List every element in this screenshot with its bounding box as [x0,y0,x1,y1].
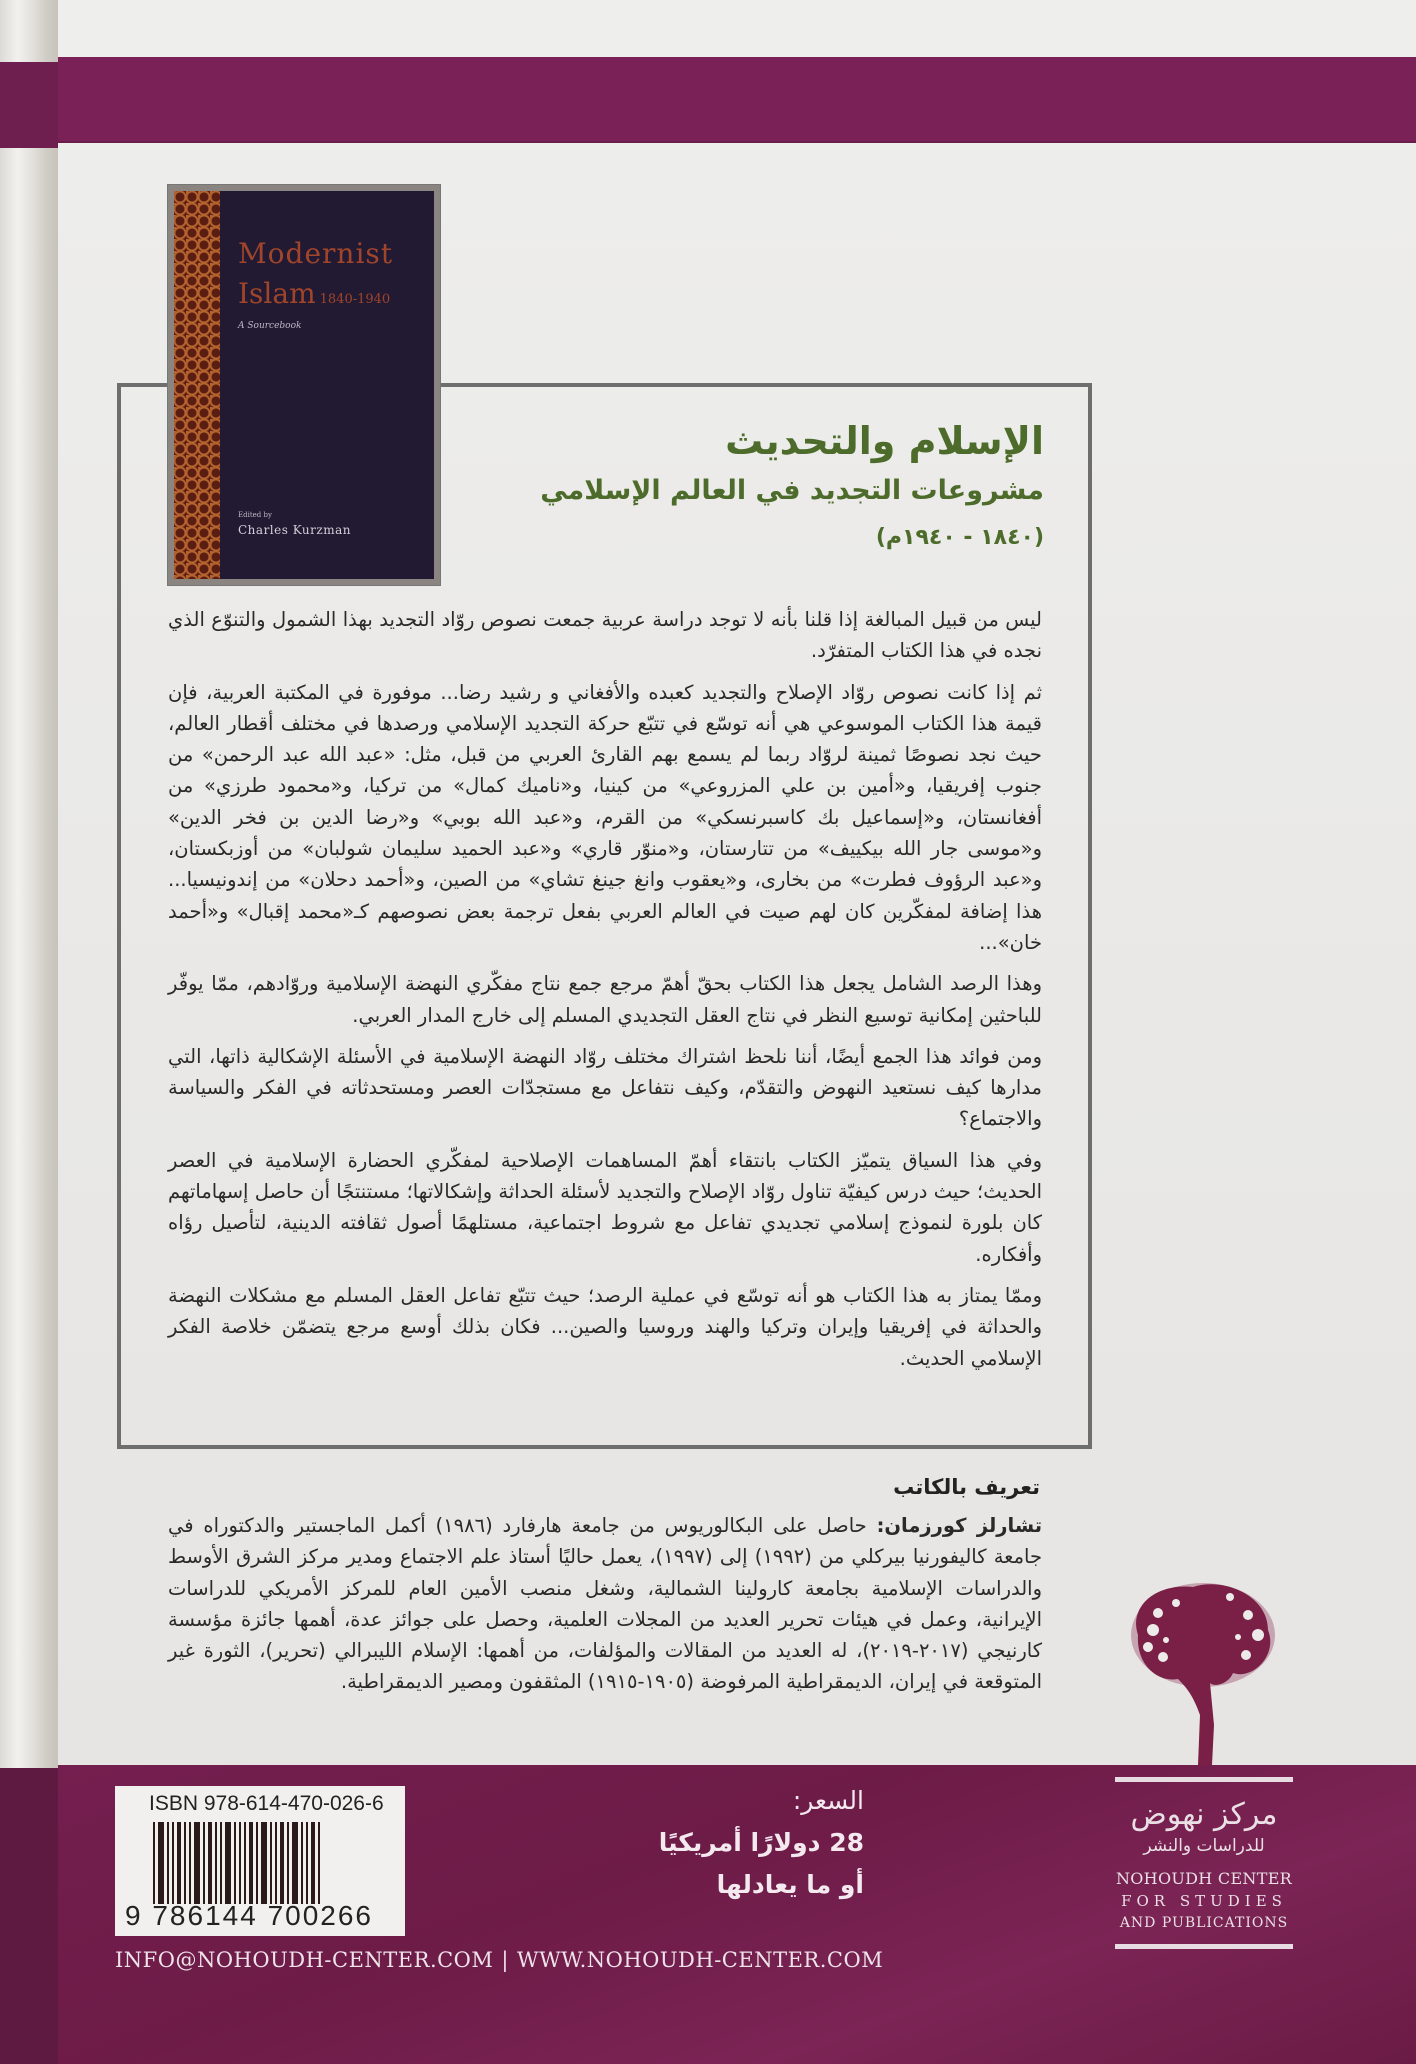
publisher-name-en-3: AND PUBLICATIONS [1119,1915,1289,1931]
description-paragraph: ليس من قبيل المبالغة إذا قلنا بأنه لا توجد دراسة عربية جمعت نصوص روّاد التجديد بهذا الشمول والتنوّع الذي نجده في هذا الكتاب المتفرّد. [168,608,1042,663]
author-name: تشارلز كورزمان: [876,1514,1043,1537]
book-years: (١٨٤٠ - ١٩٤٠م) [875,525,1044,550]
isbn-label: ISBN 978-614-470-026-6 [149,1792,384,1815]
contact-line [115,1948,883,1972]
price-alternative: أو ما يعادلها [716,1870,864,1899]
publisher-name-en-1: NOHOUDH CENTER [1115,1869,1293,1888]
cover-title-line1: Modernist [238,237,394,270]
author-heading: تعريف بالكاتب [893,1475,1040,1499]
book-subtitle: مشروعات التجديد في العالم الإسلامي [540,475,1044,506]
description-paragraph: وهذا الرصد الشامل يجعل هذا الكتاب بحقّ أهمّ مرجع جمع نتاج مفكّري النهضة الإسلامية وروّادهم، ممّا يوفّر للباحثين إمكانية توسيع النظر في نتاج العقل التجديدي المسلم إلى خارج المدار العربي. [168,972,1042,1027]
book-cover-thumbnail [168,185,440,585]
brain-tree-icon [1118,1575,1288,1765]
author-bio [168,1510,1042,1708]
spine-band-top [0,62,58,148]
separator: | [501,1948,509,1972]
barcode-digits: 9 786144 700266 [125,1900,373,1931]
publisher-sub-ar: للدراسات والنشر [1143,1836,1265,1856]
author-bio-text: حاصل على البكالوريوس من جامعة هارفارد (١٩٨٦) أكمل الماجستير والدكتوراه في جامعة كاليفورنيا بيركلي من (١٩٩٢) إلى (١٩٩٧)، يعمل حاليًا أستاذ علم الاجتماع ومدير مركز الشرق الأوسط والدراسات الإسلامية بجامعة كارولينا الشمالية، وشغل منصب الأمين العام للمركز الأمريكي للدراسات الإيرانية، وعمل في هيئات تحرير العديد من المجلات العلمية، وحصل على جوائز عدة، أهمها جائزة مؤسسة كارنيجي (٢٠١٧-٢٠١٩)، له العديد من المقالات والمؤلفات، من أهمها: الإسلام الليبرالي (تحرير)، الثورة غير المتوقعة في إيران، الديمقراطية المرفوضة (١٩٠٥-١٩١٥) المثقفون ومصير الديمقراطية. [168,1514,1043,1694]
barcode-icon [153,1822,375,1904]
description-paragraph: وفي هذا السياق يتميّز الكتاب بانتقاء أهمّ المساهمات الإصلاحية لمفكّري الحضارة الإسلامية في العصر الحديث؛ حيث درس كيفيّة تناول روّاد الإصلاح والتجديد لأسئلة الحداثة وإشكالاتها؛ مستنتجًا أن حاصل إسهاماتهم كان بلورة لنموذج إسلامي تجديدي تفاعل مع شروط اجتماعية، مستلهمًا أصول ثقافته الدينية، لتأصيل رؤاه وأفكاره. [168,1148,1042,1266]
publisher-name-ar: مركز نهوض [1130,1797,1278,1832]
spine-band-bottom [0,1768,58,2064]
cover-subtitle: A Sourcebook [238,321,302,331]
description-paragraph: وممّا يمتاز به هذا الكتاب هو أنه توسّع في عملية الرصد؛ حيث تتبّع تفاعل العقل المسلم مع مشكلات النهضة والحداثة في إفريقيا وإيران وتركيا والهند وروسيا والصين... فكان بذلك أوسع مرجع يتضمّن خلاصة الفكر الإسلامي الحديث. [168,1283,1042,1370]
book-spine [0,0,58,2064]
website-link[interactable]: WWW.NOHOUDH-CENTER.COM [516,1948,884,1972]
publisher-name-en-2: FOR STUDIES [1121,1892,1287,1910]
book-title: الإسلام والتحديث [725,419,1044,463]
description-paragraph: ومن فوائد هذا الجمع أيضًا، أننا نلحظ اشتراك مختلف روّاد النهضة الإسلامية في الأسئلة الإشكالية ذاتها، التي مدارها كيف نستعيد النهوض والتقدّم، وكيف نتفاعل مع مستجدّات العصر ومستحدثاته في الفكر والسياسة والاجتماع؟ [168,1044,1042,1131]
divider [1115,1777,1293,1782]
divider [1115,1944,1293,1949]
isbn-barcode [115,1786,405,1936]
price-label: السعر: [792,1786,864,1815]
cover-edited-by: Edited by [238,511,272,519]
lattice-pattern-icon [174,191,220,579]
email-link[interactable]: INFO@NOHOUDH-CENTER.COM [115,1948,494,1972]
cover-editor: Charles Kurzman [238,523,351,537]
cover-title-line2: Islam 1840-1940 [238,277,391,310]
description-paragraph: ثم إذا كانت نصوص روّاد الإصلاح والتجديد كعبده والأفغاني و رشيد رضا... موفورة في المكتبة العربية، فإن قيمة هذا الكتاب الموسوعي هي أنه توسّع في تتبّع حركة التجديد الإسلامي ورصدها في مختلف أقطار العالم، حيث نجد نصوصًا ثمينة لروّاد ربما لم يسمع بهم القارئ العربي من قبل، مثل: «عبد الله عبد الرحمن» من جنوب إفريقيا، و«أمين بن علي المزروعي» من كينيا، و«ناميك كمال» من تركيا، و«محمود طرزي» من أفغانستان، و«إسماعيل بك كاسبرنسكي» من القرم، و«عبد الله بوبي» و«رضا الدين بن فخر الدين» و«موسى جار الله بيكييف» من تتارستان، و«منوّر قاري» و«عبد الحميد سليمان شولبان» من أوزبكستان، و«عبد الرؤوف فطرت» من بخارى، و«يعقوب وانغ جينغ تشاي» من الصين، و«أحمد دحلان» من إندونيسيا... هذا إضافة لمفكّرين كان لهم صيت في العالم العربي بفعل ترجمة بعض نصوصهم كـ«محمد إقبال» و«أحمد خان»... [168,680,1042,954]
price-amount: 28 دولارًا أمريكيًا [658,1828,864,1857]
description-text [168,604,1042,1384]
cover-years: 1840-1940 [319,292,391,307]
publisher-logo [1113,1777,1295,1949]
price-block [659,1780,864,1906]
title-block [540,416,1044,560]
top-color-band [58,57,1416,143]
